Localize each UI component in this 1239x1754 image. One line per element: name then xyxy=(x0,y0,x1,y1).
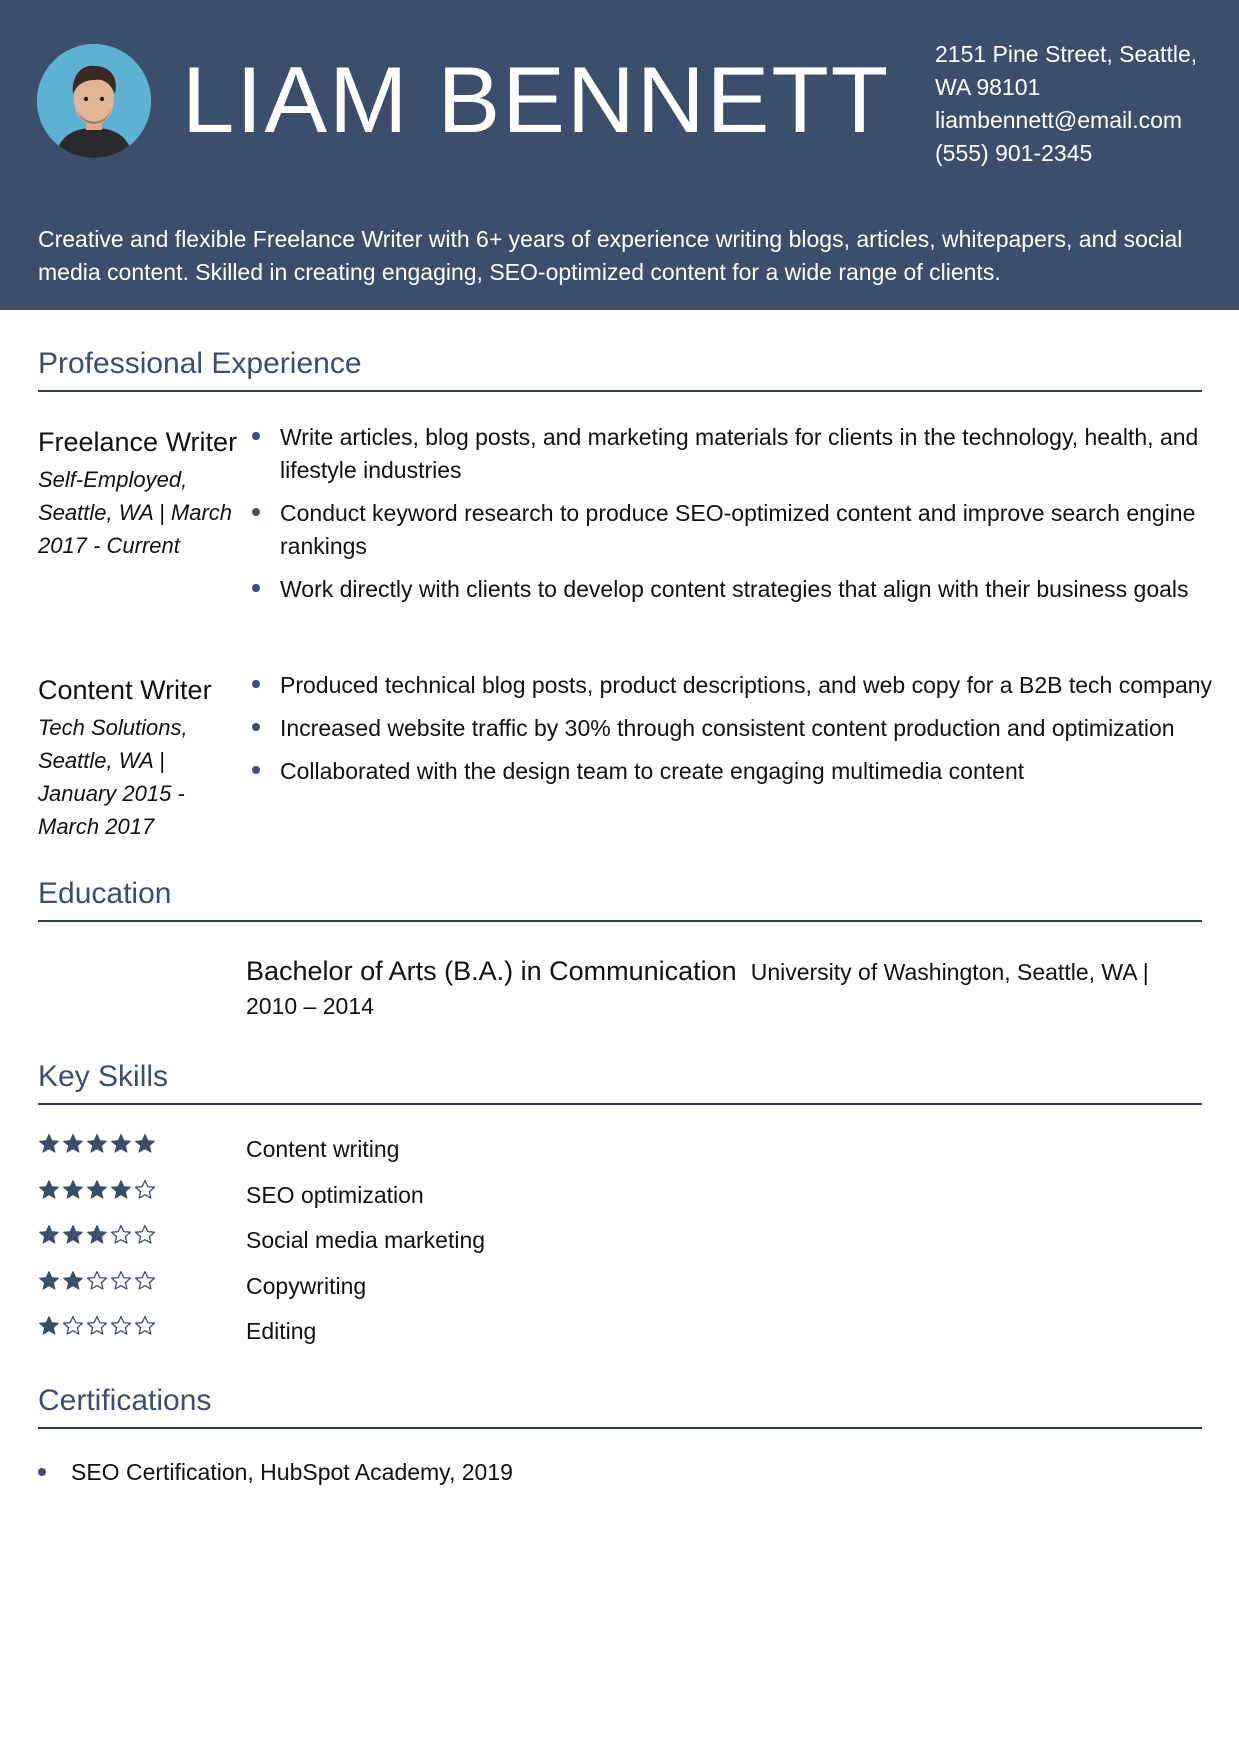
skills-divider xyxy=(38,1103,1202,1105)
skill-rating xyxy=(38,1133,156,1155)
star-filled-icon xyxy=(62,1224,84,1246)
star-outline-icon xyxy=(86,1270,108,1292)
job-bullets xyxy=(246,421,1216,616)
skills-heading: Key Skills xyxy=(38,1060,169,1093)
skill-rating xyxy=(38,1315,156,1337)
skill-name: Copywriting xyxy=(246,1272,367,1299)
header-banner xyxy=(0,0,1239,310)
star-filled-icon xyxy=(86,1224,108,1246)
address-line-2: WA 98101 xyxy=(935,74,1041,100)
job-bullet: Write articles, blog posts, and marketing materials for clients in the technology, health, and lifestyle industries xyxy=(246,421,1216,487)
star-outline-icon xyxy=(62,1315,84,1337)
skill-name: Content writing xyxy=(246,1136,400,1162)
star-filled-icon xyxy=(110,1179,132,1201)
skill-row xyxy=(38,1220,638,1260)
education-divider xyxy=(38,920,1202,922)
star-filled-icon xyxy=(86,1133,108,1155)
address-line-1: 2151 Pine Street, Seattle, xyxy=(935,41,1198,67)
job-bullet: Collaborated with the design team to create engaging multimedia content xyxy=(246,755,1216,788)
star-filled-icon xyxy=(134,1133,156,1155)
skill-name: Editing xyxy=(246,1318,317,1344)
job-bullet: Conduct keyword research to produce SEO-optimized content and improve search engine rankings xyxy=(246,497,1216,563)
job-details: Tech Solutions, Seattle, WA | January 2015 - March 2017 xyxy=(38,715,188,839)
skill-row xyxy=(38,1311,638,1351)
job-bullets xyxy=(246,669,1216,798)
certifications-divider xyxy=(38,1427,1202,1429)
candidate-name: LIAM BENNETT xyxy=(182,47,891,152)
star-outline-icon xyxy=(134,1224,156,1246)
email[interactable]: liambennett@email.com xyxy=(935,107,1183,133)
star-filled-icon xyxy=(38,1133,60,1155)
star-filled-icon xyxy=(38,1224,60,1246)
star-outline-icon xyxy=(110,1315,132,1337)
contact-info xyxy=(935,38,1225,170)
star-outline-icon xyxy=(110,1224,132,1246)
avatar xyxy=(37,44,151,158)
job-title: Content Writer xyxy=(38,675,212,705)
star-outline-icon xyxy=(86,1315,108,1337)
job-details: Self-Employed, Seattle, WA | March 2017 - Current xyxy=(38,467,233,558)
degree: Bachelor of Arts (B.A.) in Communication xyxy=(246,956,737,986)
star-filled-icon xyxy=(110,1133,132,1155)
skill-row xyxy=(38,1175,638,1215)
skill-rating xyxy=(38,1179,156,1201)
job-meta xyxy=(38,421,238,562)
skill-row xyxy=(38,1266,638,1306)
experience-divider xyxy=(38,390,1202,392)
star-filled-icon xyxy=(86,1179,108,1201)
phone[interactable]: (555) 901-2345 xyxy=(935,140,1093,166)
education-heading: Education xyxy=(38,877,172,910)
job-title: Freelance Writer xyxy=(38,427,238,457)
job-bullet: Produced technical blog posts, product descriptions, and web copy for a B2B tech company xyxy=(246,669,1216,702)
skill-rating xyxy=(38,1270,156,1292)
education-entry xyxy=(246,954,1186,1023)
star-filled-icon xyxy=(38,1179,60,1201)
star-outline-icon xyxy=(134,1315,156,1337)
job-bullet: Increased website traffic by 30% through consistent content production and optimization xyxy=(246,712,1216,745)
certifications-heading: Certifications xyxy=(38,1384,212,1417)
skill-rating xyxy=(38,1224,156,1246)
certifications-list xyxy=(38,1456,513,1489)
job-bullet: Work directly with clients to develop content strategies that align with their business goals xyxy=(246,573,1216,606)
star-outline-icon xyxy=(110,1270,132,1292)
profile-summary: Creative and flexible Freelance Writer with 6+ years of experience writing blogs, articles, whitepapers, and social media content. Skilled in creating engaging, SEO-optimized content for a wide range of clients. xyxy=(38,226,1183,285)
star-filled-icon xyxy=(38,1270,60,1292)
star-filled-icon xyxy=(62,1133,84,1155)
avatar-portrait xyxy=(37,44,151,158)
job-meta xyxy=(38,669,238,843)
star-filled-icon xyxy=(62,1270,84,1292)
star-outline-icon xyxy=(134,1270,156,1292)
skill-row xyxy=(38,1129,638,1169)
star-filled-icon xyxy=(38,1315,60,1337)
star-outline-icon xyxy=(134,1179,156,1201)
star-filled-icon xyxy=(62,1179,84,1201)
skill-name: SEO optimization xyxy=(246,1181,424,1208)
experience-heading: Professional Experience xyxy=(38,347,362,380)
certification-item: SEO Certification, HubSpot Academy, 2019 xyxy=(38,1456,513,1489)
skill-name: Social media marketing xyxy=(246,1227,486,1253)
school: University of Washington, Seattle, WA | 2010 – 2014 xyxy=(246,959,1149,1019)
